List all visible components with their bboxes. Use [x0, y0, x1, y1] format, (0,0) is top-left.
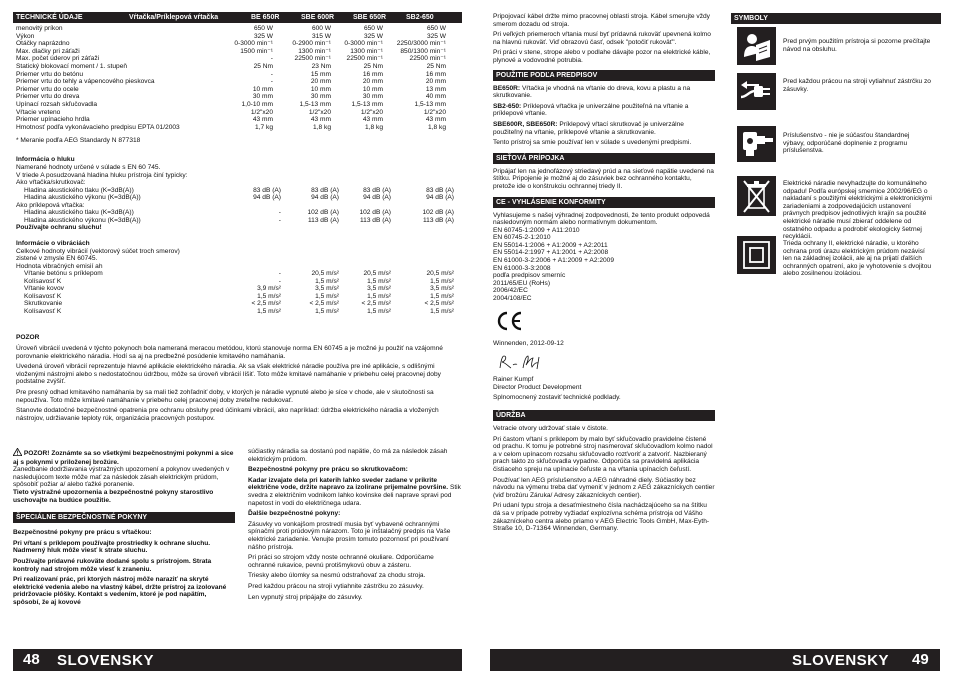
row-value: 315 W	[311, 32, 331, 40]
more-safety-4: Pred každou prácou na stroji vytiahnite zástrčku zo zásuvky.	[248, 582, 424, 590]
row-value: 1,8 kg	[313, 123, 331, 131]
row-value: 43 mm	[425, 116, 446, 124]
row-label: Priemer vrtu do tehly a vápencového pieskovca	[16, 78, 155, 86]
table-row	[24, 278, 460, 286]
ce-line: 2006/42/EC	[493, 287, 528, 295]
accessory-icon	[737, 126, 776, 162]
left-footer	[13, 649, 462, 671]
screwdriver-safety-1-text: Stik svedra z električnim vodnikom lahko kovinske deli naprave spravi pod napetost in vodi do električnega udara.	[248, 484, 461, 507]
more-safety-title: Ďalšie bezpečnostné pokyny:	[248, 510, 341, 518]
pozor-para-4: Stanovte dodatočné bezpečnostné opatrenia pre ochranu obsluhy pred účinkami vibrácií, ako napríklad: údržba elektrického náradia a vložených nástrojov, udržiavanie teploty rúk, organizácia pracovných postupov.	[16, 407, 439, 422]
row-value: 3,5 m/s²	[430, 285, 454, 293]
signer-block	[493, 376, 715, 391]
row-value: 20 mm	[310, 78, 331, 86]
row-value: 1/2"x20	[308, 108, 331, 116]
row-value: 13 mm	[425, 85, 446, 93]
right-col-1	[493, 13, 715, 536]
language-right: SLOVENSKY	[792, 652, 890, 669]
use-sb2-650-label: SB2-650:	[493, 102, 522, 110]
page-number-right: 49	[912, 651, 929, 668]
row-value: 22500 min⁻¹	[409, 55, 446, 63]
row-value: 1,5 m/s²	[430, 307, 454, 315]
more-safety-3: Triesky alebo úlomky sa nesmú odstraňovať za chodu stroja.	[248, 572, 426, 580]
model-col-4: SB2-650	[406, 14, 434, 21]
read-manual-icon	[737, 27, 776, 65]
row-value: 650 W	[363, 25, 383, 32]
table-row	[16, 101, 460, 109]
row-value: 20,5 m/s²	[363, 270, 391, 277]
intended-use-header: POUŽITIE PODĽA PREDPISOV	[493, 70, 715, 81]
row-label: Priemer vrtu do betónu	[16, 70, 84, 78]
row-value: 83 dB (A)	[253, 186, 281, 194]
row-value: 1,5 m/s²	[315, 292, 339, 300]
table-row	[16, 78, 460, 86]
use-sb2-650	[493, 103, 715, 118]
row-label: Priemer upínacieho hrdla	[16, 116, 90, 124]
ce-line: EN 55014-1:2006 + A1:2009 + A2:2011	[493, 241, 608, 249]
row-value: 10 mm	[252, 85, 273, 93]
spec-table-header	[13, 12, 462, 23]
row-value: 1,5 m/s²	[367, 277, 391, 285]
row-value: 1,5-13 mm	[299, 100, 331, 108]
row-value: 1,5 m/s²	[430, 292, 454, 300]
row-value: 20,5 m/s²	[311, 270, 339, 277]
row-value: 94 dB (A)	[253, 194, 281, 202]
row-label: Výkon	[16, 32, 35, 40]
left-col-2	[248, 448, 462, 604]
spec-title: TECHNICKÉ ÚDAJE	[16, 14, 83, 21]
intro-1: Pripojovací kábel držte mimo pracovnej oblasti stroja. Kábel smerujte vždy smerom dozadu od stroja.	[493, 13, 710, 28]
row-value: 1,5 m/s²	[257, 307, 281, 315]
row-value: 850/1300 min⁻¹	[400, 47, 446, 55]
ce-declaration-header: CE - VYHLÁSENIE KONFORMITY	[493, 197, 715, 208]
table-row	[24, 308, 460, 316]
symbol-text-2: Pred každou prácou na stroji vytiahnuť zástrčku zo zásuvky.	[783, 78, 931, 93]
row-label: Hladina akustického tlaku (K=3dB(A))	[24, 209, 134, 216]
row-label: Hladina akustického tlaku (K=3dB(A))	[24, 186, 134, 194]
maintenance-4: Pri udaní typu stroja a desaťmiestneho čísla nachádzajúceho sa na štítku dá sa v prípade potreby vyžiadať explozívna schéma prístroja od Vášho zákazníckeho centra alebo priamo v AEG Electric Tools GmbH, Max-Eyth-Straße 10, D-71364 Winnenden, Germany.	[493, 502, 710, 533]
ce-line: 2004/108/EC	[493, 295, 532, 303]
row-value: 43 mm	[362, 116, 383, 124]
signer-title: Director Product Development	[493, 383, 582, 391]
right-page	[477, 0, 954, 677]
row-value: 83 dB (A)	[311, 186, 339, 194]
row-value: 43 mm	[252, 116, 273, 124]
pozor-para-2: Uvedená úroveň vibrácií reprezentuje hlavné aplikácie elektrického náradia. Ak sa však elektrické náradie používa pre iné aplikácie, s odlišnými vloženými nástrojmi alebo s nedostatočnou údržbou, môže sa úroveň vibrácií líšiť. Toto môže kmitavé namáhanie v priebehu celej pracovnej doby podstatne zvýšiť.	[16, 363, 441, 386]
row-value: < 2,5 m/s²	[361, 300, 391, 308]
row-value: 83 dB (A)	[363, 186, 391, 194]
maintenance-3: Používať len AEG príslušenstvo a AEG náhradné diely. Súčiastky bez návodu na výmenu treba dať vymeniť v jednom z AEG zákazníckych centier (viď brožúru Záruka/ Adresy zákazníckych centier).	[493, 476, 715, 499]
warning-keep: Tieto výstražné upozornenia a bezpečnostné pokyny starostlivo uschovajte na budúce použitie.	[13, 488, 214, 504]
mains-connection-text: Pripájať len na jednofázový striedavý prúd a na sieťové napätie uvedené na štítku. Pripojenie je možné aj do zásuviek bez ochranného kontaktu, pretože ide o konštrukciu ochrannej triedy II.	[493, 167, 714, 190]
special-safety-header: ŠPECIÁLNE BEZPEČNOSTNÉ POKYNY	[13, 512, 235, 523]
row-value: 0-3000 min⁻¹	[344, 40, 383, 48]
ce-line: EN 60745-2-1:2010	[493, 234, 551, 242]
table-row	[16, 116, 460, 124]
hearing-protection: Používajte ochranu sluchu!	[16, 224, 102, 231]
screwdriver-safety-title: Bezpečnostné pokyny pre prácu so skrutkovačom:	[248, 466, 408, 474]
row-value: 600 W	[311, 25, 331, 32]
more-safety-5: Len vypnutý stroj pripájajte do zásuvky.	[248, 593, 363, 601]
row-label: menovitý príkon	[16, 25, 63, 32]
row-value: < 2,5 m/s²	[424, 300, 454, 308]
model-col-2: SBE 600R	[301, 14, 335, 21]
row-label: Skrutkovanie	[24, 300, 63, 308]
noise-table-impact	[24, 209, 460, 224]
row-value: 83 dB (A)	[426, 186, 454, 194]
signature	[497, 353, 715, 376]
pozor-text	[16, 345, 462, 425]
row-value: -	[270, 55, 273, 63]
use-sbe-text: Príklepový vŕtací skrutkovač je univerzálne použiteľný na vŕtanie, príklepové vŕtanie a skrutkovanie.	[493, 120, 684, 136]
row-value: 102 dB (A)	[307, 209, 339, 216]
table-row	[16, 40, 460, 48]
symbols-header: SYMBOLY	[731, 13, 941, 24]
use-be650r	[493, 85, 715, 100]
row-value: 1/2"x20	[250, 108, 273, 116]
page-number-left: 48	[23, 651, 40, 668]
row-label: Max. dlačky pri záťaži	[16, 47, 80, 55]
table-row	[16, 63, 460, 71]
noise-line-2: V triede A posudzovaná hladina hluku prístroja činí typicky:	[16, 171, 188, 179]
symbol-text-3: Príslušenstvo - nie je súčasťou štandardnej výbavy, odporúčané doplnenie z programu príslušenstva.	[783, 132, 910, 155]
table-row	[24, 194, 460, 202]
row-value: -	[278, 209, 281, 216]
row-label: Kolísavosť K	[24, 292, 62, 300]
ce-line: EN 61000-3-2:2006 + A1:2009 + A2:2009	[493, 257, 614, 265]
model-col-3: SBE 650R	[353, 14, 387, 21]
row-label: Vŕtanie betónu s príklepom	[24, 270, 103, 277]
row-value: 10 mm	[310, 85, 331, 93]
pozor-para-1: Úroveň vibrácií uvedená v týchto pokynoch bola nameraná meracou metódou, ktorú stanovuje norma EN 60745 a je možné ju použiť na vzájomné porovnanie elektrického náradia. Hodí sa aj na predbežné posúdenie kmitavého namáhania.	[16, 345, 443, 360]
drill-safety-3: Pri realizovaní prác, pri ktorých nástroj môže naraziť na skryté elektrické vedenia alebo na vlastný kábel, držte prístroj za izolované pridržovacie plôšky. Kontakt s vedením, ktoré je pod napätím, spôsobí, že aj kovové	[13, 576, 227, 606]
left-col-1	[13, 448, 235, 610]
table-row	[24, 187, 460, 195]
row-value: 1/2"x20	[360, 108, 383, 116]
row-value: -	[270, 70, 273, 78]
row-value: -	[278, 277, 281, 285]
table-row	[16, 48, 460, 56]
noise-line-1: Namerané hodnoty určené v súlade s EN 60 745.	[16, 164, 161, 171]
mains-connection-header: SIEŤOVÁ PRÍPOJKA	[493, 153, 715, 164]
use-be650r-label: BE650R:	[493, 84, 521, 92]
row-label: Vŕtacie vreteno	[16, 108, 61, 116]
row-value: < 2,5 m/s²	[309, 300, 339, 308]
row-value: 325 W	[253, 32, 273, 40]
pozor-para-3: Pre presný odhad kmitavého namáhania by sa mali tiež zohľadniť doby, v ktorých je náradie vypnuté alebo je síce v chode, ale v skutočnosti sa nepoužíva. Toto môže kmitavé namáhanie v priebehu celej pracovnej doby zreteľne redukovať.	[16, 388, 434, 404]
row-value: 113 dB (A)	[359, 216, 391, 224]
maintenance-2: Pri častom vŕtaní s príklepom by malo byť skľučovadlo pravidelne čistené od prachu. K tomu je potrebné stroj nasmerovať skľučovadlom kolmo nadol a v celom upínacom rozsahu skľučovadlo rozťvoriť a zatvoriť. Nazbieraný prach takto zo skľučovadla vypadne. Odporúča sa pravidelná aplikácia čistiaceho spreju na upínacie čeľuste a na vŕtania upínacích čeľustí.	[493, 435, 713, 473]
ce-declaration-text	[493, 212, 715, 303]
row-label: Hmotnosť podľa vykonávacieho predpisu EPTA 01/2003	[16, 123, 180, 131]
row-value: 0-2900 min⁻¹	[292, 40, 331, 48]
use-be650r-text: Vŕtačka je vhodná na vŕtanie do dreva, kovu a plastu a na skrutkovanie.	[493, 84, 691, 100]
signer-name: Rainer Kumpf	[493, 376, 534, 384]
model-col-1: BE 650R	[251, 14, 280, 21]
row-value: 3,5 m/s²	[315, 285, 339, 293]
row-label: Statický blokovací moment / 1. stupeň	[16, 62, 128, 70]
use-sbe	[493, 121, 715, 136]
table-row	[16, 109, 460, 117]
vibration-title: Informácie o vibráciách	[16, 240, 90, 247]
vib-line-1: Celkové hodnoty vibrácií (vektorový súčet troch smerov)	[16, 247, 180, 255]
row-label: Otáčky naprázdno	[16, 40, 70, 48]
weee-bin-icon	[737, 176, 776, 216]
row-value: -	[278, 216, 281, 224]
row-value: 650 W	[253, 25, 273, 32]
row-value: 102 dB (A)	[422, 209, 454, 216]
row-value: 3,9 m/s²	[257, 285, 281, 293]
row-value: 94 dB (A)	[363, 194, 391, 202]
row-label: Kolísavosť K	[24, 307, 62, 315]
spec-subtitle: Vŕtačka/Príklepová vŕtačka	[129, 14, 219, 21]
symbol-text-4: Elektrické náradie nevyhadzujte do komunálneho odpadu! Podľa európskej smernice 2002/96/EG o nakladaní s použitými elektrickými a elektronickými zariadeniami a zodpovedajúcich ustanovení právnych predpisov jednotlivých krajín sa použité elektrické náradie musí zbierať oddelene od ostatného odpadu a podrobiť ekologicky šetrnej recyklácii.	[783, 180, 932, 241]
warning-triangle-icon	[13, 448, 22, 459]
ce-line: EN 55014-2:1997 + A1:2001 + A2:2008	[493, 249, 609, 257]
row-value: 40 mm	[425, 93, 446, 101]
table-row	[24, 270, 460, 278]
row-label: Hladina akustického výkonu (K=3dB(A))	[24, 216, 141, 224]
drill-safety-2: Používajte prídavné rukoväte dodané spolu s prístrojom. Strata kontroly nad strojom môže viesť k zraneniu.	[13, 557, 212, 573]
row-value: 1500 min⁻¹	[240, 47, 273, 55]
more-safety-2: Pri práci so strojom vždy noste ochranné okuliare. Odporúčame ochranné rukavice, pevnú protišmykovú obuv a zásteru.	[248, 554, 434, 569]
warning-bold: POZOR! Zoznámte sa so všetkými bezpečnostnými pokynmi a sice aj s pokynmi v priloženej brožúre.	[13, 450, 234, 466]
row-value: 1,8 kg	[365, 123, 383, 131]
row-value: 15 mm	[310, 70, 331, 78]
screwdriver-safety-1-bold: Kadar izvajate dela pri katerih lahko sveder zadane v prikrite električne vode, držite napravo za izolirane prijemalne površine.	[248, 476, 449, 492]
ce-mark	[495, 311, 715, 336]
noise-sub-impact: Ako príklepová vŕtačka:	[16, 201, 85, 209]
ce-line: EN 60745-1:2009 + A11:2010	[493, 226, 580, 234]
spec-table	[16, 25, 460, 131]
row-value: 1,5 m/s²	[430, 277, 454, 285]
noise-table-drill	[24, 187, 460, 202]
row-value: 22500 min⁻¹	[294, 55, 331, 63]
drill-safety-1: Pri vŕtaní s príklepom používajte prostriedky k ochrane sluchu. Nadmerný hluk môže viesť k strate sluchu.	[13, 539, 211, 555]
ce-line: podľa predpisov smerníc	[493, 272, 566, 280]
more-safety-1: Zásuvky vo vonkajšom prostredí musia byť vybavené ochrannými spínačmi proti prúdovým nárazom. Toto je inštalačný predpis na Vaše elektrické zariadenie. Venujte prosím tomuto pozornosť pri používaní nášho prístroja.	[248, 520, 451, 551]
use-sbe-label: SBE600R, SBE650R:	[493, 120, 558, 128]
row-value: 94 dB (A)	[426, 194, 454, 202]
warning-text: Zanedbanie dodržiavania výstražných upozornení a pokynov uvedených v nasledujúcom texte môže mať za následok zásah elektrickým prúdom, spôsobiť požiar a/ alebo ťažké poranenie.	[13, 466, 230, 489]
table-row	[16, 93, 460, 101]
table-row	[16, 55, 460, 63]
use-note: Tento prístroj sa smie používať len v súlade s uvedenými predpismi.	[493, 139, 692, 147]
ce-line: EN 61000-3-3:2008	[493, 264, 551, 272]
row-value: 23 Nm	[311, 62, 331, 70]
row-value: 1300 min⁻¹	[298, 47, 331, 55]
vibration-table	[24, 270, 460, 316]
row-value: 1,5 m/s²	[367, 307, 391, 315]
unplug-icon	[737, 73, 776, 110]
noise-line-3: Ako vŕtačka/skrutkovač:	[16, 179, 86, 186]
col2-continuation: súčiastky náradia sa dostanú pod napätie, čo má za následok zásah elektrickým prúdom.	[248, 448, 448, 463]
row-value: 1,5-13 mm	[351, 100, 383, 108]
intro-3: Pri práci v stene, strope alebo v podlahe dávajte pozor na elektrické káble, plynové a vodovodné potrubia.	[493, 49, 711, 64]
vib-line-2: zistené v zmysle EN 60745.	[16, 255, 98, 262]
pozor-title: POZOR	[16, 334, 40, 341]
row-value: 30 mm	[362, 93, 383, 101]
row-value: 25 Nm	[253, 62, 273, 70]
right-footer	[490, 649, 940, 671]
row-label: Priemer vrtu do dreva	[16, 93, 80, 101]
ce-line: 2011/65/EU (RoHs)	[493, 279, 551, 287]
drill-safety-title: Bezpečnostné pokyny pre prácu s vŕtačkou:	[13, 529, 152, 537]
row-value: 1300 min⁻¹	[350, 47, 383, 55]
table-row	[16, 25, 460, 33]
language-left: SLOVENSKY	[57, 652, 155, 669]
intro-2: Pri veľkých priemeroch vŕtania musí byť prídavná rukoväť upevnená kolmo na hlavnú rukoväť. Viď obrazovú časť, odsek "potočiť rukoväť".	[493, 31, 711, 46]
row-value: 20,5 m/s²	[426, 270, 454, 277]
row-value: 1,5 m/s²	[367, 292, 391, 300]
maintenance-header: ÚDRŽBA	[493, 410, 715, 421]
row-value: 20 mm	[362, 78, 383, 86]
row-value: 25 Nm	[426, 62, 446, 70]
row-label: Upínací rozsah skľučovadla	[16, 100, 98, 108]
row-value: 3,5 m/s²	[367, 285, 391, 293]
standard-note: * Meranie podľa AEG Standardy N 877318	[16, 137, 141, 144]
row-label: Vŕtanie kovov	[24, 285, 64, 293]
row-label: Max. počet úderov pri záťaži	[16, 55, 100, 63]
row-label: Priemer vrtu do ocele	[16, 85, 79, 93]
row-value: 30 mm	[310, 93, 331, 101]
row-value: 1/2"x20	[423, 108, 446, 116]
row-value: 16 mm	[425, 70, 446, 78]
row-label: Kolísavosť K	[24, 277, 62, 285]
row-value: 20 mm	[425, 78, 446, 86]
row-value: 0-3000 min⁻¹	[234, 40, 273, 48]
row-value: 1,5-13 mm	[414, 100, 446, 108]
vib-line-3: Hodnota vibračných emisií ah	[16, 262, 103, 270]
row-value: 10 mm	[362, 85, 383, 93]
ce-line: Vyhlasujeme s našej výhradnej zodpovednosti, že tento produkt odpovedá nasledovným normám alebo normatívnym dokumentom.	[493, 211, 710, 227]
row-value: -	[278, 270, 281, 277]
row-label: Hladina akustického výkonu (K=3dB(A))	[24, 194, 141, 202]
table-row	[24, 285, 460, 293]
row-value: -	[270, 78, 273, 86]
row-value: 1,8 kg	[428, 123, 446, 131]
row-value: 43 mm	[310, 116, 331, 124]
row-value: 1,5 m/s²	[315, 277, 339, 285]
row-value: 1,5 m/s²	[315, 307, 339, 315]
table-row	[16, 86, 460, 94]
table-row	[16, 124, 460, 132]
symbol-text-5: Trieda ochrany II, elektrické náradie, u ktorého ochrana proti úrazu elektrickým prúdom nezávisí len na základnej izolácii, ale aj na prijatí ďalších ochranných opatrení, ako je vyhotovenie s dvojitou alebo zosilnenou izoláciou.	[783, 240, 932, 278]
row-value: < 2,5 m/s²	[251, 300, 281, 308]
row-value: 113 dB (A)	[307, 216, 339, 224]
screwdriver-safety-1	[248, 477, 462, 507]
symbol-text-1: Pred prvým použitím prístroja si pozorne prečítajte návod na obsluhu.	[783, 38, 931, 53]
row-value: 30 mm	[252, 93, 273, 101]
row-value: 650 W	[426, 25, 446, 32]
noise-title: Informácia o hluku	[16, 156, 75, 163]
row-value: 16 mm	[362, 70, 383, 78]
authorized-note: Splnomocnený zostaviť technické podklady.	[493, 394, 621, 402]
row-value: 325 W	[426, 32, 446, 40]
table-row	[24, 293, 460, 301]
warning-block	[13, 448, 235, 504]
table-row	[16, 71, 460, 79]
row-value: 94 dB (A)	[311, 194, 339, 202]
row-value: 2250/3000 min⁻¹	[396, 40, 446, 48]
protection-class-2-icon	[737, 236, 776, 274]
row-value: 1,0-10 mm	[241, 100, 273, 108]
use-sb2-650-text: Príklepová vŕtačka je univerzálne použiteľná na vŕtanie a príklepové vŕtanie.	[493, 102, 689, 118]
row-value: 22500 min⁻¹	[346, 55, 383, 63]
row-value: 1,5 m/s²	[257, 292, 281, 300]
table-row	[24, 300, 460, 308]
table-row	[16, 33, 460, 41]
maintenance-1: Vetracie otvory udržovať stale v čistote.	[493, 425, 608, 432]
table-row	[24, 209, 460, 217]
row-value: 102 dB (A)	[359, 209, 391, 216]
place-date: Winnenden, 2012-09-12	[493, 339, 564, 347]
row-value: 25 Nm	[363, 62, 383, 70]
row-value: 325 W	[363, 32, 383, 40]
row-value: 113 dB (A)	[422, 216, 454, 224]
row-value: 1,7 kg	[255, 123, 273, 131]
